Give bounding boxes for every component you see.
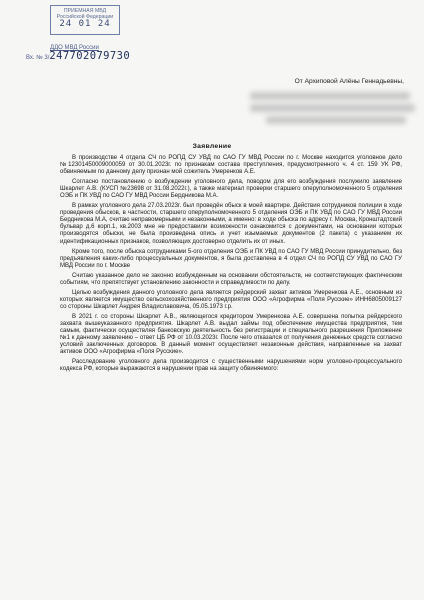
registration-org: ДДО МВД России bbox=[50, 45, 99, 51]
body-paragraph: Считаю указанное дело не законно возбужденным на основании обстоятельств, не соответствующих фактическим событиям, что препятствует установлению законности и справедливости по делу. bbox=[60, 272, 402, 286]
document-body bbox=[60, 155, 402, 373]
registration-stamp bbox=[26, 44, 166, 62]
registration-prefix: Вх. № 3/ bbox=[26, 55, 50, 61]
reception-stamp bbox=[50, 5, 120, 35]
stamp-line-2: Российской Федерации bbox=[56, 14, 114, 20]
body-paragraph: Согласно постановлению о возбуждении уголовного дела, поводом для его возбуждения послужило заявление Шкарлет А.В. (КУСП №23698 от 31.08.2022г.), а также материал проверки старшего оперуполномоченного 5 отделения ОЭБ и ПК УВД по САО ГУ МВД России Бердникова М.А. bbox=[60, 179, 402, 200]
redacted-line bbox=[266, 116, 406, 124]
body-paragraph: В производстве 4 отдела СЧ по РОПД СУ УВД по САО ГУ МВД России по г. Москве находится уголовное дело №12301450009000059 от 30.01.2023г. по признакам состава преступления, предусмотренного ч. 4 ст. 159 УК РФ, обвиняемым по данному делу признан мой сожитель Умеренков А.Е. bbox=[60, 155, 402, 176]
registration-number: 247702079730 bbox=[49, 50, 131, 62]
body-paragraph: Целью возбуждения данного уголовного дела является рейдерский захват активов Умеренкова А.Е., основным из которых является имущество сельскохозяйственного предприятия ООО «Агрофирма «Поля Русские» ИНН6805009127 со стороны Шкарлет Андрея Владиславовича, 05.05.1973 г.р. bbox=[60, 289, 402, 310]
body-paragraph: В 2021 г. со стороны Шкарлет А.В., являющегося кредитором Умеренкова А.Е. совершена попытка рейдерского захвата вышеуказанного предприятия. Шкарлет А.В. выдал займы под обеспечение имущества предприятия, тем самым, фактически осуществляя банковскую деятельность без регистрации и специального разрешения Приложение №1 к данному заявлению – ответ ЦБ РФ от 10.03.2023г. После чего отказался от получения денежных средств согласно условий заключенных договоров. В данный момент осуществляет незаконные действия, направленные на захват активов ООО «Агрофирма «Поля Русские». bbox=[60, 313, 402, 356]
redacted-line bbox=[250, 104, 415, 112]
body-paragraph: Расследование уголовного дела производится с существенными нарушениями норм уголовно-процессуального кодекса РФ, которые выражаются в нарушении прав на защиту обвиняемого: bbox=[60, 359, 402, 373]
stamp-date: 24 01 24 bbox=[59, 19, 111, 29]
document-title: Заявление bbox=[192, 143, 232, 150]
redacted-line bbox=[250, 92, 410, 100]
body-paragraph: Кроме того, после обыска сотрудниками 5-ого отделения ОЭБ и ПК УВД по САО ГУ МВД России принудительно, без предъявления каких-либо процессуальных документов, я была доставлена в 4 отдел СЧ по РОПД СУ УВД по САО ГУ МВД России по г. Москве bbox=[60, 248, 402, 269]
stamp-line-1: ПРИЕМНАЯ МВД bbox=[63, 8, 107, 14]
sender-label: От Архиповой Алёны Геннадьевны, bbox=[294, 78, 404, 85]
body-paragraph: В рамках уголовного дела 27.03.2023г. был проведён обыск в моей квартире. Действия сотрудников полиции в ходе проведения обысков, в частности, старшего оперуполномоченного 5 отделения ОЭБ и ПК УВД по САО ГУ МВД России Бердникова М.А, считаю неправомерными и незаконными, а именно: в ходе обыска по адресу г. Москва, Кронштадтский бульвар д.6 корп.1, кв.2003 мне не предоставили возможности ознакомится с документами, на основании которых производятся обыски, не была произведена опись и учет изымаемых документов (2 пакета) с указанием их идентификационных признаков, позволяющих достоверно отделить их от иных. bbox=[60, 203, 402, 245]
